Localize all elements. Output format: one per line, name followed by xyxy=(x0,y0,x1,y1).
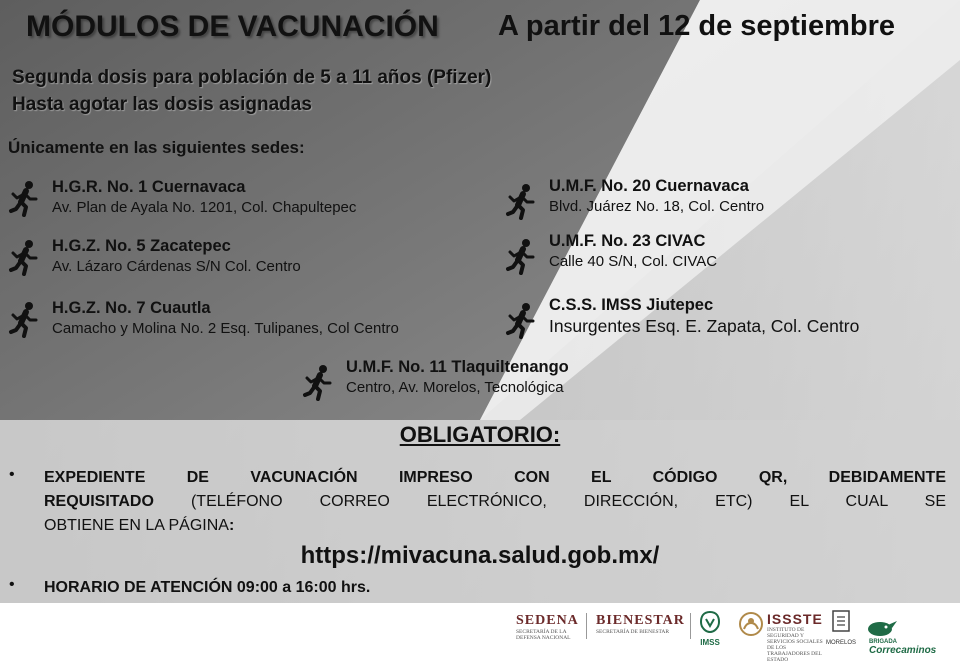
divider xyxy=(586,613,587,639)
requirement-1-bold-b: REQUISITADO xyxy=(44,493,154,510)
bienestar-subtext: SECRETARÍA DE BIENESTAR xyxy=(596,629,670,635)
correcaminos-text: Correcaminos xyxy=(869,645,937,656)
bullet-2: • xyxy=(9,576,15,593)
bienestar-text: BIENESTAR xyxy=(596,613,685,628)
site-hgz-7-cuautla xyxy=(8,297,399,339)
brigada-text: BRIGADA xyxy=(869,639,897,645)
mandatory-heading: OBLIGATORIO: xyxy=(399,422,561,447)
requirement-1-rest-c: OBTIENE EN LA PÁGINA xyxy=(44,517,229,534)
footer-logos xyxy=(0,603,960,663)
walking-person-icon xyxy=(8,239,42,275)
site-name: C.S.S. IMSS Jiutepec xyxy=(549,296,714,314)
supply-info: Hasta agotar las dosis asignadas xyxy=(12,94,312,115)
requirement-2-hours: HORARIO DE ATENCIÓN 09:00 a 16:00 hrs. xyxy=(44,579,371,596)
walking-person-icon xyxy=(8,180,42,216)
site-name: H.G.Z. No. 5 Zacatepec xyxy=(52,237,231,255)
start-date: A partir del 12 de septiembre xyxy=(498,10,896,42)
imss-emblem-icon xyxy=(698,611,722,633)
requirement-1-line-1: EXPEDIENTE DE VACUNACIÓN IMPRESO CON EL CÓDIGO QR, DEBIDAMENTE xyxy=(44,469,946,486)
site-address: Av. Plan de Ayala No. 1201, Col. Chapultepec xyxy=(52,199,357,216)
site-umf-20-cuernavaca xyxy=(505,175,764,219)
vaccination-url[interactable]: https://mivacuna.salud.gob.mx/ xyxy=(300,542,660,569)
issste-text: ISSSTE xyxy=(767,611,823,627)
bienestar-logo xyxy=(596,613,685,635)
imss-logo xyxy=(698,611,722,647)
divider xyxy=(690,613,691,639)
site-hgr-1-cuernavaca xyxy=(8,176,356,218)
walking-person-icon xyxy=(302,364,336,400)
issste-logo xyxy=(767,611,823,663)
walking-person-icon xyxy=(505,238,539,274)
issste-subtext: INSTITUTO DE SEGURIDAD Y SERVICIOS SOCIALES DE LOS TRABAJADORES DEL ESTADO xyxy=(767,627,823,663)
sedena-text: SEDENA xyxy=(516,613,579,628)
imss-text: IMSS xyxy=(700,638,720,647)
roadrunner-icon xyxy=(866,615,898,639)
requirement-1 xyxy=(44,466,946,538)
issste-emblem xyxy=(738,611,764,644)
sedena-subtext: SECRETARÍA DE LA DEFENSA NACIONAL xyxy=(516,629,571,641)
site-name: U.M.F. No. 11 Tlaquiltenango xyxy=(346,358,569,376)
site-hgz-5-zacatepec xyxy=(8,235,301,277)
walking-person-icon xyxy=(505,183,539,219)
site-address: Camacho y Molina No. 2 Esq. Tulipanes, Col Centro xyxy=(52,320,399,337)
sedes-heading: Únicamente en las siguientes sedes: xyxy=(8,138,305,157)
site-umf-11-tlaquiltenango xyxy=(302,356,569,400)
morelos-crest-icon xyxy=(831,609,851,635)
requirement-1-colon: : xyxy=(228,517,235,534)
site-address: Centro, Av. Morelos, Tecnológica xyxy=(346,379,564,396)
morelos-logo xyxy=(826,609,856,646)
site-address: Blvd. Juárez No. 18, Col. Centro xyxy=(549,198,765,215)
site-name: H.G.Z. No. 7 Cuautla xyxy=(52,299,211,317)
site-name: U.M.F. No. 20 Cuernavaca xyxy=(549,177,749,195)
requirement-1-line-2 xyxy=(44,490,946,514)
dose-info: Segunda dosis para población de 5 a 11 años (Pfizer) xyxy=(12,67,492,88)
brigada-correcaminos-logo xyxy=(866,615,960,656)
sedena-logo xyxy=(516,613,579,641)
morelos-text: MORELOS xyxy=(826,640,857,646)
site-umf-23-civac xyxy=(505,230,717,274)
bullet-1: • xyxy=(9,466,15,483)
site-name: U.M.F. No. 23 CIVAC xyxy=(549,232,706,250)
site-address: Calle 40 S/N, Col. CIVAC xyxy=(549,253,718,270)
site-address: Insurgentes Esq. E. Zapata, Col. Centro xyxy=(549,316,860,336)
walking-person-icon xyxy=(505,302,539,338)
site-address: Av. Lázaro Cárdenas S/N Col. Centro xyxy=(52,258,301,275)
issste-emblem-icon xyxy=(738,611,764,639)
poster-title: MÓDULOS DE VACUNACIÓN xyxy=(26,10,439,43)
requirement-1-line-3 xyxy=(44,517,234,534)
site-name: H.G.R. No. 1 Cuernavaca xyxy=(52,178,246,196)
requirement-1-rest-b: (TELÉFONO CORREO ELECTRÓNICO, DIRECCIÓN, ETC) EL CUAL SE xyxy=(153,493,946,510)
site-css-imss-jiutepec xyxy=(505,294,859,338)
walking-person-icon xyxy=(8,301,42,337)
